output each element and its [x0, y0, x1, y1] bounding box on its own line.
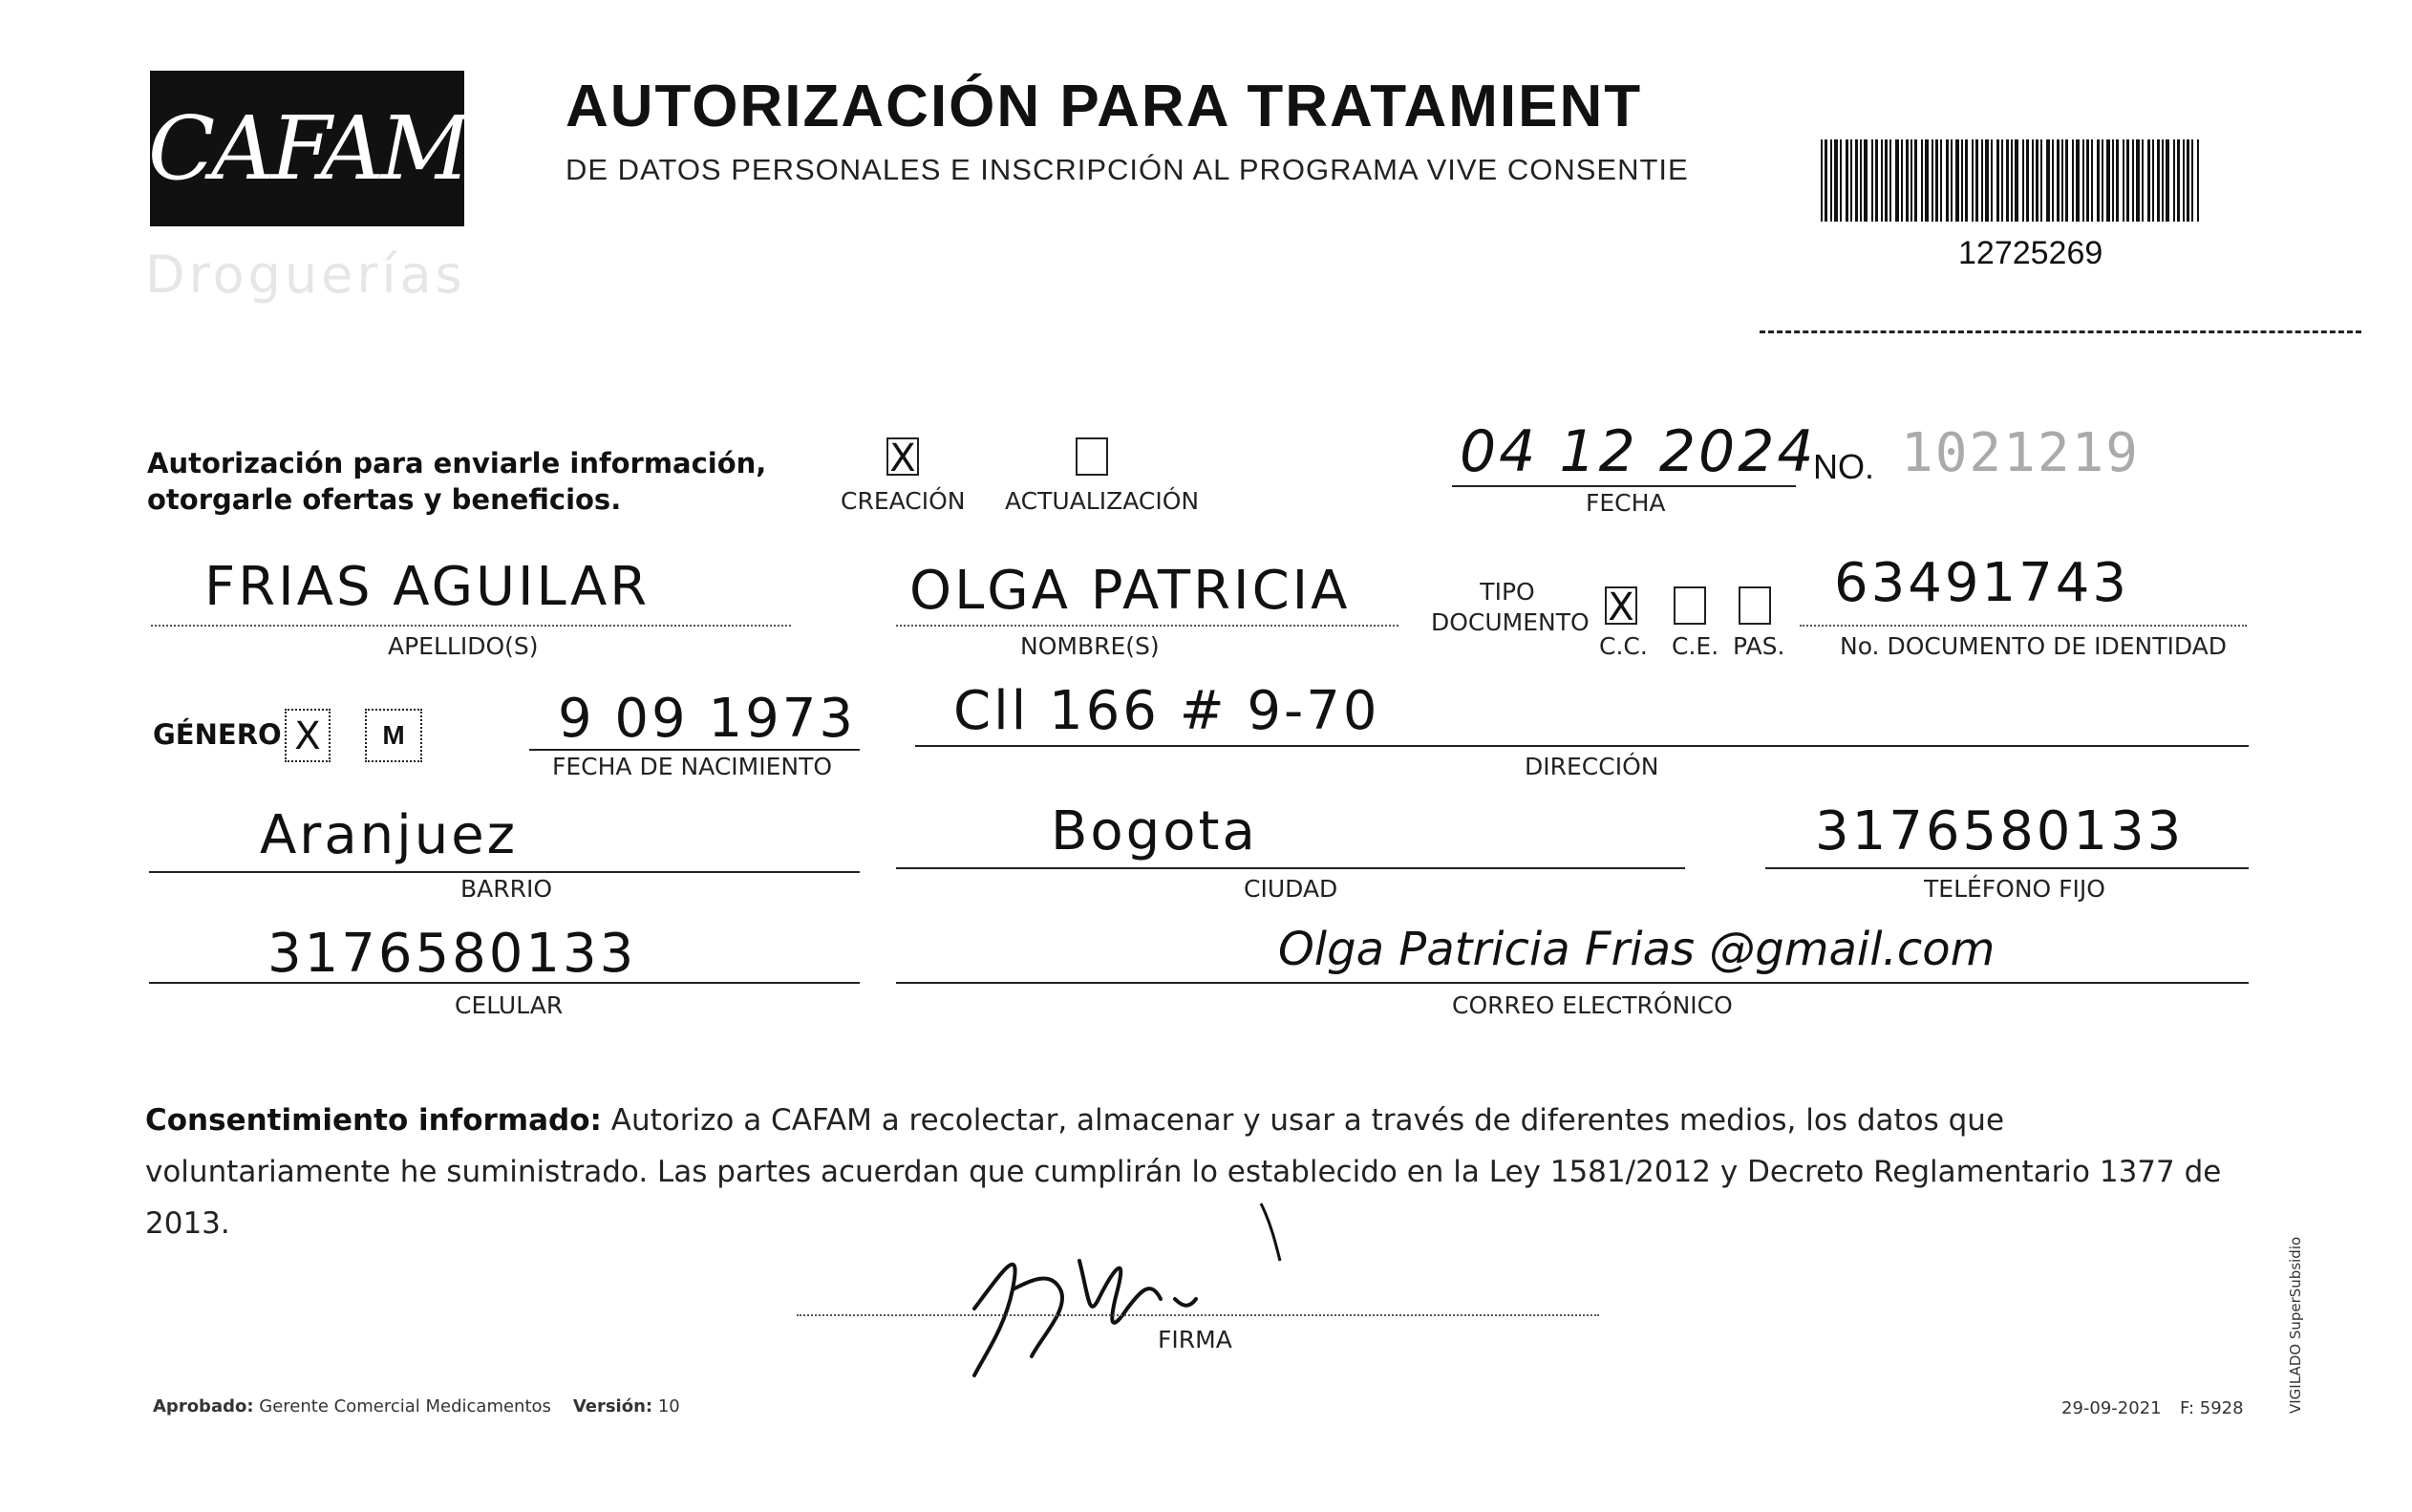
- pas-checkbox[interactable]: [1739, 586, 1771, 625]
- actualizacion-checkbox[interactable]: [1076, 437, 1108, 476]
- no-value: 1021219: [1901, 422, 2141, 484]
- footer-date: 29-09-2021: [2061, 1398, 2162, 1418]
- genero-f-checkbox[interactable]: [285, 709, 331, 762]
- ciudad-label: CIUDAD: [1244, 875, 1338, 903]
- authorization-text: [147, 445, 766, 518]
- nombres-line: [896, 625, 1398, 627]
- nombres-value: OLGA PATRICIA: [909, 560, 1351, 622]
- fecha-nacimiento-line: [529, 749, 860, 751]
- barcode-number: 12725269: [1958, 235, 2103, 271]
- tipo-documento-line-2: DOCUMENTO: [1431, 608, 1590, 636]
- cc-label: C.C.: [1599, 632, 1648, 660]
- consent-heading: Consentimiento informado:: [145, 1103, 602, 1138]
- signature-line: [797, 1314, 1599, 1316]
- genero-label: GÉNERO: [153, 718, 282, 751]
- ce-label: C.E.: [1672, 632, 1719, 660]
- telefono-line: [1765, 867, 2249, 869]
- genero-m-checkbox[interactable]: [365, 709, 422, 762]
- tipo-documento-label: [1431, 577, 1590, 638]
- signature-scribble: [946, 1184, 1328, 1395]
- barrio-label: BARRIO: [460, 875, 553, 903]
- pas-label: PAS.: [1733, 632, 1785, 660]
- logo-text: CAFAM: [147, 97, 467, 200]
- footer-code: F: 5928: [2180, 1398, 2244, 1418]
- no-label: NO.: [1813, 447, 1875, 486]
- direccion-line: [915, 745, 2249, 747]
- correo-line: [896, 982, 2249, 984]
- documento-line: [1800, 625, 2247, 627]
- signature-label: FIRMA: [1158, 1326, 1232, 1353]
- fecha-nacimiento-label: FECHA DE NACIMIENTO: [552, 753, 833, 780]
- footer-approval: [153, 1396, 680, 1416]
- document-subtitle: DE DATOS PERSONALES E INSCRIPCIÓN AL PROGRAMA VIVE CONSENTIE: [566, 153, 1689, 186]
- header-divider: [1760, 330, 2361, 333]
- creacion-mark: X: [889, 437, 916, 480]
- barrio-line: [149, 871, 860, 873]
- version-value: 10: [657, 1396, 680, 1416]
- ce-checkbox[interactable]: [1674, 586, 1706, 625]
- documento-value: 63491743: [1834, 552, 2130, 614]
- cc-checkbox[interactable]: [1605, 586, 1637, 629]
- telefono-value: 3176580133: [1815, 800, 2185, 862]
- authorization-line-1: Autorización para enviarle información,: [147, 447, 767, 479]
- apellidos-value: FRIAS AGUILAR: [204, 556, 651, 618]
- genero-f-mark: X: [294, 714, 321, 758]
- correo-label: CORREO ELECTRÓNICO: [1452, 991, 1733, 1019]
- ciudad-value: Bogota: [1051, 800, 1258, 862]
- version-label: Versión:: [572, 1396, 653, 1416]
- genero-m-label: M: [382, 720, 405, 750]
- creacion-checkbox[interactable]: [886, 437, 919, 480]
- correo-value: Olga Patricia Frias @gmail.com: [1278, 923, 1996, 976]
- ciudad-line: [896, 867, 1685, 869]
- fecha-line: [1452, 485, 1796, 487]
- apellidos-line: [151, 625, 791, 627]
- logo-subtitle: Droguerías: [145, 245, 466, 305]
- tipo-documento-line-1: TIPO: [1480, 578, 1535, 606]
- aprobado-value: Gerente Comercial Medicamentos: [259, 1396, 551, 1416]
- vigilado-text: VIGILADO SuperSubsidio: [2287, 1236, 2304, 1414]
- barcode: [1821, 139, 2199, 222]
- consent-body: Autorizo a CAFAM a recolectar, almacenar y usar a través de diferentes medios, los datos que voluntariamente he suministrado. Las partes acuerdan que cumplirán lo establecido en la Ley 1581/2012 y Decreto Reglamentario 1377 de 2013.: [145, 1103, 2222, 1241]
- direccion-value: Cll 166 # 9-70: [953, 680, 1380, 742]
- direccion-label: DIRECCIÓN: [1525, 753, 1659, 780]
- aprobado-label: Aprobado:: [153, 1396, 254, 1416]
- fecha-label: FECHA: [1586, 489, 1666, 517]
- celular-line: [149, 982, 860, 984]
- celular-label: CELULAR: [455, 991, 564, 1019]
- cc-mark: X: [1608, 586, 1634, 629]
- celular-value: 3176580133: [267, 923, 637, 985]
- creacion-label: CREACIÓN: [841, 487, 966, 515]
- telefono-label: TELÉFONO FIJO: [1924, 875, 2105, 903]
- document-title: AUTORIZACIÓN PARA TRATAMIENT: [566, 74, 1643, 139]
- apellidos-label: APELLIDO(S): [388, 632, 539, 660]
- nombres-label: NOMBRE(S): [1020, 632, 1160, 660]
- authorization-line-2: otorgarle ofertas y beneficios.: [147, 483, 622, 516]
- fecha-nacimiento-value: 9 09 1973: [558, 688, 857, 750]
- barrio-value: Aranjuez: [260, 804, 519, 866]
- documento-label: No. DOCUMENTO DE IDENTIDAD: [1840, 632, 2228, 660]
- cafam-logo: [147, 71, 467, 226]
- actualizacion-label: ACTUALIZACIÓN: [1005, 487, 1200, 515]
- fecha-value: 04 12 2024: [1460, 418, 1817, 485]
